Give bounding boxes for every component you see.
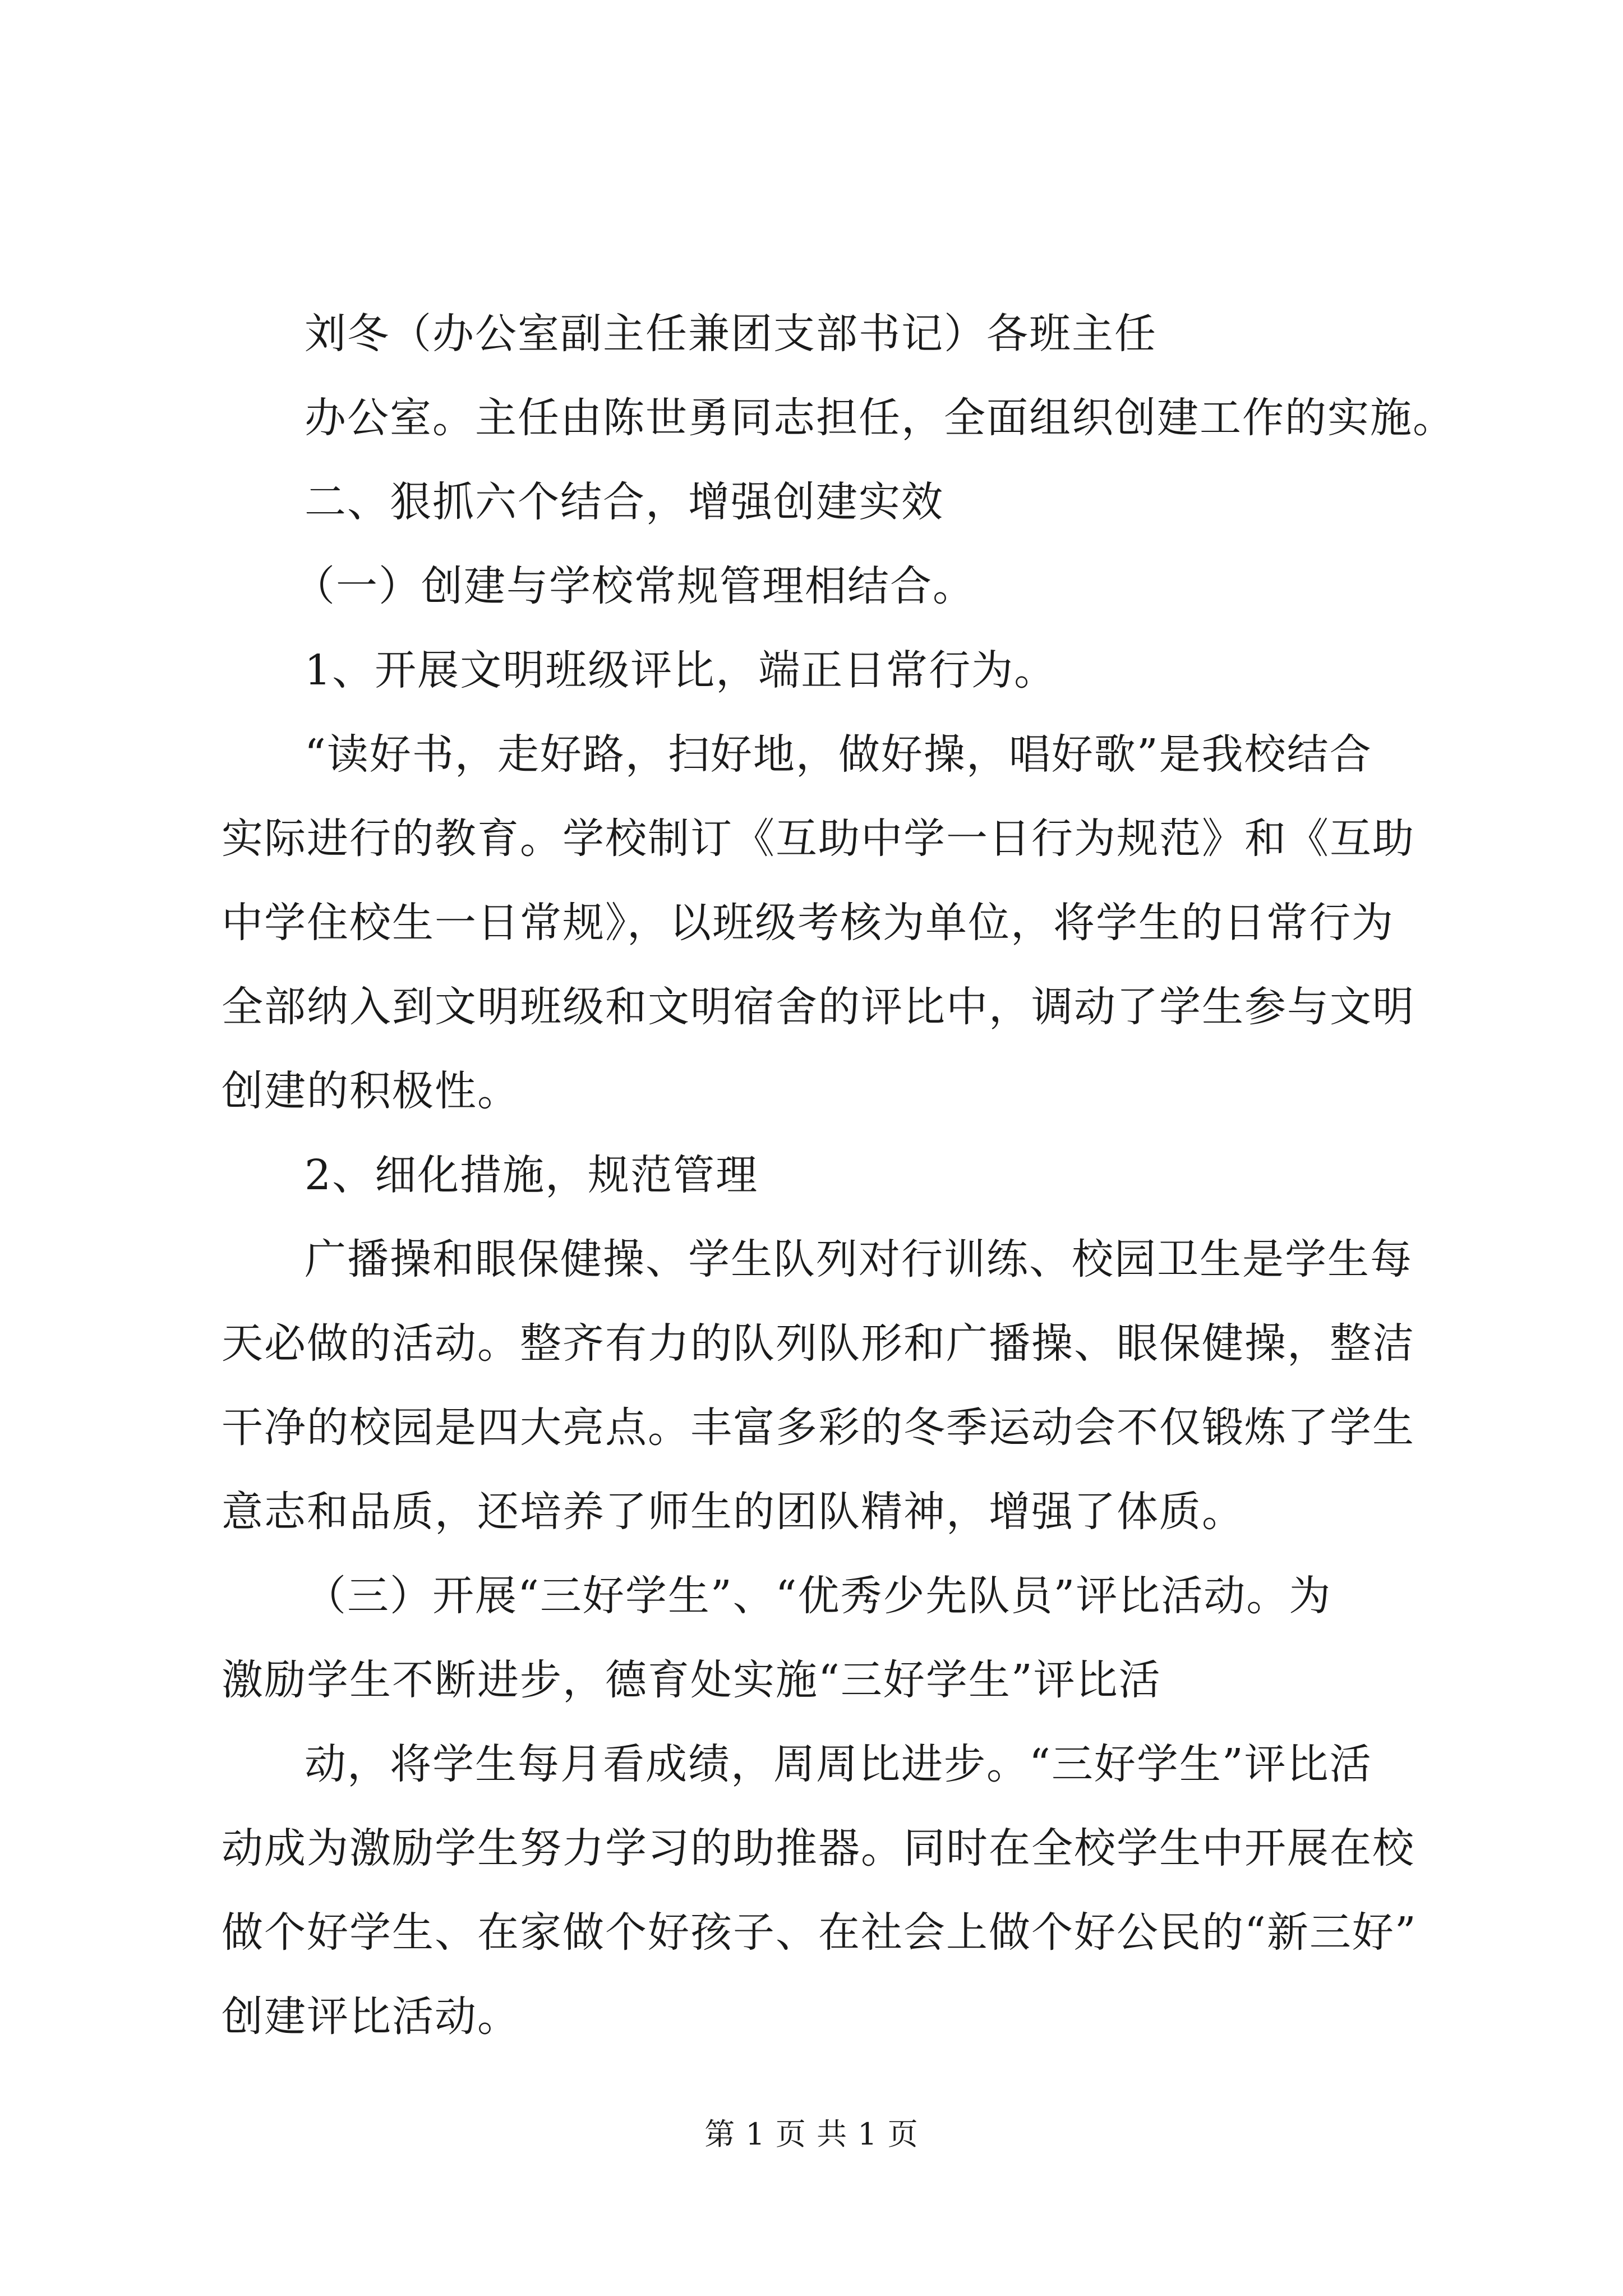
section-heading: 二、狠抓六个结合，增强创建实效	[305, 478, 944, 526]
paragraph-line: 动，将学生每月看成绩，周周比进步。“三好学生”评比活	[305, 1740, 1372, 1788]
paragraph-line: 创建的积极性。	[222, 1067, 520, 1115]
paragraph-line: 创建评比活动。	[222, 1993, 520, 2041]
paragraph-line: 做个好学生、在家做个好孩子、在社会上做个好公民的“新三好”	[222, 1908, 1417, 1957]
paragraph-line: 实际进行的教育。学校制订《互助中学一日行为规范》和《互助	[222, 815, 1415, 863]
list-item-heading: 1、开展文明班级评比，端正日常行为。	[305, 646, 1057, 694]
paragraph-line: 中学住校生一日常规》，以班级考核为单位，将学生的日常行为	[222, 899, 1394, 947]
list-item-heading: 2、细化措施，规范管理	[305, 1151, 759, 1199]
paragraph-line: （三）开展“三好学生”、“优秀少先队员”评比活动。为	[305, 1572, 1332, 1620]
paragraph-line: 意志和品质，还培养了师生的团队精神，增强了体质。	[222, 1488, 1244, 1536]
text-line: 办公室。主任由陈世勇同志担任，全面组织创建工作的实施。	[305, 394, 1455, 442]
paragraph-line: 干净的校园是四大亮点。丰富多彩的冬季运动会不仅锻炼了学生	[222, 1404, 1415, 1452]
document-body	[222, 292, 1455, 2059]
paragraph-line: 动成为激励学生努力学习的助推器。同时在全校学生中开展在校	[222, 1824, 1415, 1872]
paragraph-line: “读好书，走好路，扫好地，做好操，唱好歌”是我校结合	[305, 730, 1372, 779]
paragraph-line: 激励学生不断进步，德育处实施“三好学生”评比活	[222, 1656, 1161, 1704]
subsection-heading: （一）创建与学校常规管理相结合。	[293, 562, 975, 610]
text-line: 刘冬（办公室副主任兼团支部书记）各班主任	[305, 310, 1157, 358]
paragraph-line: 广播操和眼保健操、学生队列对行训练、校园卫生是学生每	[305, 1235, 1413, 1283]
paragraph-line: 全部纳入到文明班级和文明宿舍的评比中，调动了学生参与文明	[222, 983, 1415, 1031]
paragraph-line: 天必做的活动。整齐有力的队列队形和广播操、眼保健操，整洁	[222, 1319, 1415, 1368]
page-number-footer: 第 1 页 共 1 页	[704, 2116, 919, 2152]
